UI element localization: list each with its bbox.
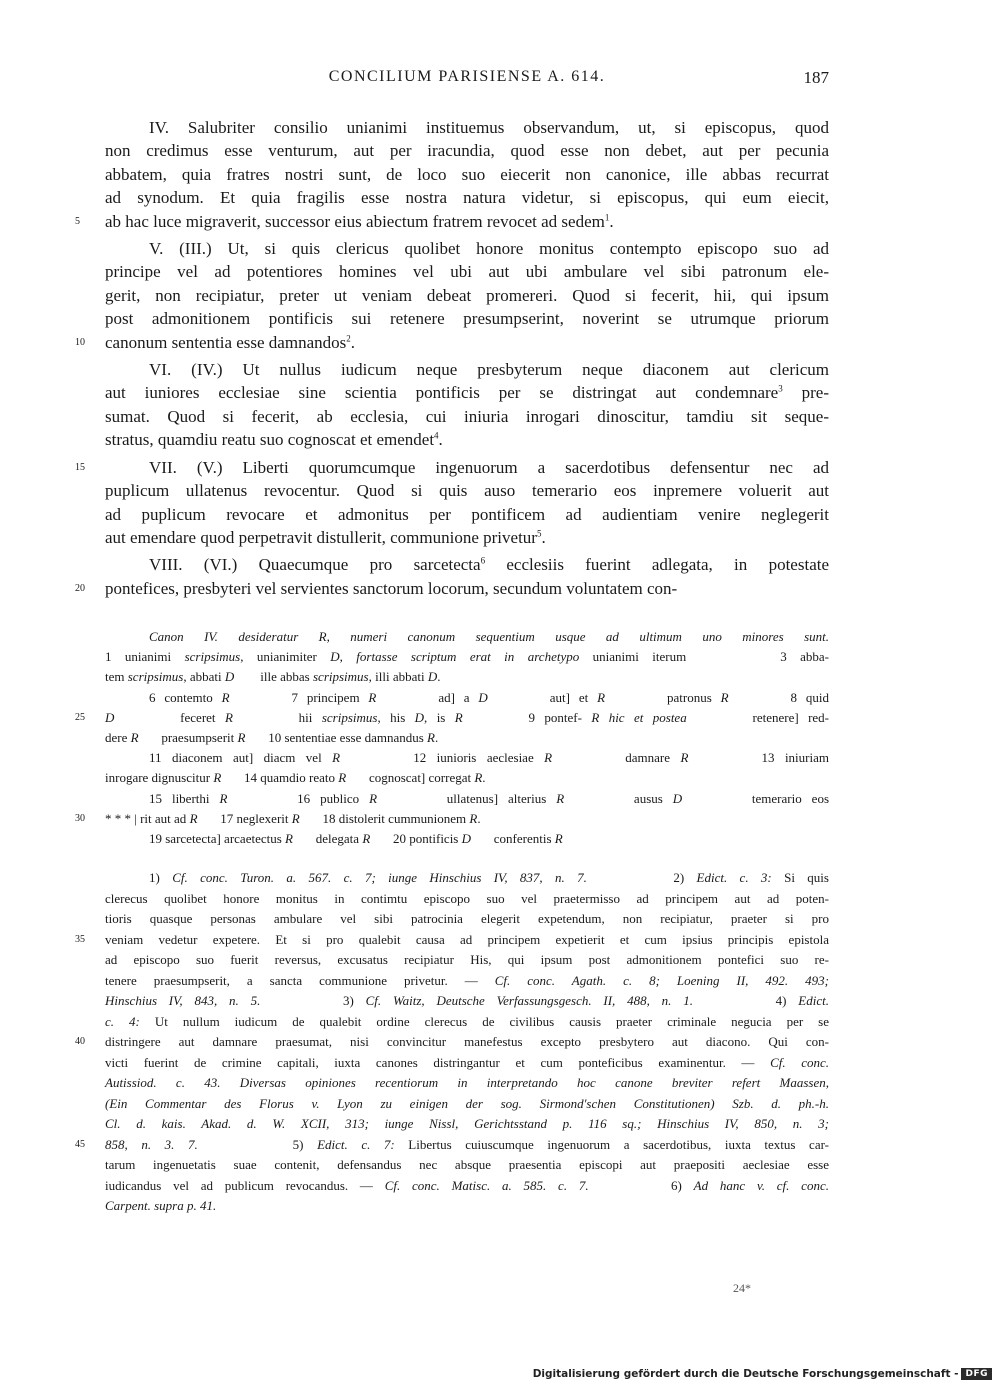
paragraph (75, 237, 829, 354)
text-line: puplicum ullatenus revocentur. Quod si quis auso temerario eos inpremere voluerit aut (105, 481, 829, 501)
footnote-line: ad episcopo suo fuerit reversus, excusatus recipiatur His, qui ipsum post admonitionem pontefici suo re- (105, 952, 829, 967)
footnote-line: iudicandus vel ad publicum revocandus. — Cf. conc. Matisc. a. 585. c. 7. 6) Ad hanc v. cf. conc. (105, 1177, 829, 1193)
text-line: principe vel ad potentiores homines vel ubi aut ubi ambulare vel sibi patronum ele- (105, 262, 829, 282)
text-line: 10 canonum sententia esse damnandos$^2$. (105, 331, 829, 354)
footnote-line: tarum ingenuetatis suae contenit, defensandus nec absque praesentia episcopi aut praepositi aeclesiae esse (105, 1157, 829, 1172)
text-line: stratus, quamdiu reatu suo cognoscat et emendet$^4$. (105, 430, 443, 450)
line-number: 30 (75, 812, 85, 824)
footnote-line: victi fuerint de crimine capitali, iuxta canones distringantur et cum ponteficibus examinentur. — Cf. conc. (105, 1054, 829, 1070)
credit-text: Digitalisierung gefördert durch die Deutsche Forschungsgemeinschaft - (532, 1368, 959, 1380)
text-line: gerit, non recipiatur, preter ut veniam debeat promereri. Quod si fecerit, hii, qui ipsum (105, 285, 829, 305)
apparatus-line: 15 liberthi R 16 publico R ullatenus] alterius R ausus D temerario eos (149, 790, 830, 806)
text-line: VI. (IV.) Ut nullus iudicum neque presbyterum neque diaconem aut clericum (149, 360, 829, 380)
line-number: 25 (75, 711, 85, 723)
footnote-line: Cl. d. kais. Akad. d. W. XCII, 313; iunge Nissl, Gerichtsstand p. 116 sq.; Hinschius IV, 850, n. 3; (105, 1116, 829, 1131)
text-line: aut emendare quod perpetravit distullerit, communione privetur$^5$. (105, 527, 546, 547)
paragraph (75, 116, 829, 233)
footnote-line: Hinschius IV, 843, n. 5. 3) Cf. Waitz, Deutsche Verfassungsgesch. II, 488, n. 1. 4) Edict. (105, 993, 829, 1008)
apparatus-line: Canon IV. desideratur R, numeri canonum sequentium usque ad ultimum uno minores sunt. (149, 629, 829, 644)
line-number: 10 (75, 336, 85, 348)
page-number: 187 (803, 68, 829, 87)
footnote-line: (Ein Commentar des Florus v. Lyon zu einigen der sog. Sirmond'schen Constitutionen) Szb. d. ph.-h. (105, 1095, 829, 1111)
apparatus-line: 25 D feceret R hii scripsimus, his D, is R 9 pontef- R hic et postea retenere] red- (105, 708, 829, 728)
footnotes (75, 868, 830, 1217)
running-title: CONCILIUM PARISIENSE A. 614. (328, 68, 606, 85)
footnote-line: 40 distringere aut damnare praesumat, nisi convincitur manefestus excepto presbytero aut diacono. Qui con- (105, 1032, 829, 1053)
footnote-line: clerecus quolibet honore monitus in contimtu episcopo suo vel praetermisso ad principem aut ad poten- (105, 890, 829, 906)
apparatus-line: dere R praesumpserit R 10 sententiae esse damnandus R. (105, 730, 439, 746)
footnote-line: tioris quasque personas ambulare vel sibi patrocinia elegerit expetendum, non recipiatur, praeter si pro (105, 911, 829, 926)
footnote-line: 45 858, n. 3. 7. 5) Edict. c. 7: Libertus cuiuscumque ingenuorum a sacerdotibus, iuxta textus car- (105, 1135, 829, 1156)
text-line: ad synodum. Et quia fragilis esse nostra natura videtur, si episcopus, qui eum eiecit, (105, 188, 829, 208)
text-line: 15 VII. (V.) Liberti quorumcumque ingenuorum a sacerdotibus defensentur nec ad (105, 456, 829, 479)
paragraph (75, 553, 830, 600)
footnote-line: 1) Cf. conc. Turon. a. 567. c. 7; iunge Hinschius IV, 837, n. 7. 2) Edict. c. 3: Si quis (149, 870, 829, 885)
apparatus-line: 19 sarcetecta] arcaetectus R delegata R 20 pontificis D conferentis R (149, 831, 563, 847)
main-text (75, 116, 830, 604)
apparatus-line: 1 unianimi scripsimus, unianimiter D, fortasse scriptum erat in archetypo unianimi iterum 3 abba- (105, 649, 829, 665)
line-number: 45 (75, 1138, 85, 1150)
text-line: sumat. Quod si fecerit, ab ecclesia, cui iniuria inrogari dinoscitur, tamdiu sit seque- (105, 406, 829, 426)
text-line: V. (III.) Ut, si quis clericus quolibet honore monitus contempto episcopo suo ad (149, 239, 829, 259)
text-line: post admonitionem pontificis sui retenere presumpserint, noverint se utrumque priorum (105, 309, 829, 329)
text-line: non credimus esse venturum, aut per iracundia, quod esse non debet, aut per pecunia (105, 141, 829, 161)
signature-mark: 24* (733, 1281, 751, 1295)
footnote-line: tenere praesumpserit, a sancta communione privetur. — Cf. conc. Agath. c. 8; Loening II, 492. 493; (105, 972, 830, 988)
dfg-logo: DFG (961, 1368, 992, 1380)
footnote-line: 35 veniam vedetur expetere. Et si pro qualebit causa ad principem expetierit et cum ipsius principis epistola (105, 930, 829, 951)
line-number: 5 (75, 215, 80, 227)
text-line: VIII. (VI.) Quaecumque pro sarcetecta$^6$ ecclesiis fuerint adlegata, in potestate (149, 555, 830, 575)
footnote-line: Autissiod. c. 43. Diversas opiniones recentiorum in interpretando hoc canone breviter refert Maassen, (105, 1075, 829, 1090)
apparatus-line: inrogare dignuscitur R 14 quamdio reato R cognoscat] corregat R. (105, 770, 486, 786)
digitization-credit (533, 1368, 992, 1380)
footnote-line: Carpent. supra p. 41. (105, 1198, 217, 1213)
text-line: 20 pontefices, presbyteri vel servientes sanctorum locorum, secundum voluntatem con- (105, 577, 829, 600)
paragraph (75, 456, 829, 550)
critical-apparatus (75, 627, 830, 849)
text-line: aut iuniores ecclesiae sine scientia pontificis per se distringat aut condemnare$^3$ pre- (105, 383, 829, 403)
apparatus-line: 30 * * * | rit aut ad R 17 neglexerit R 18 distolerit cummunionem R. (105, 809, 829, 829)
paragraph (105, 358, 829, 452)
apparatus-line: tem scripsimus, abbati D ille abbas scripsimus, illi abbati D. (105, 669, 441, 685)
page-header (105, 68, 829, 94)
apparatus-line: 6 contemto R 7 principem R ad] a D aut] et R patronus R 8 quid (149, 689, 830, 705)
line-number: 40 (75, 1036, 85, 1047)
text-line: ad puplicum revocare et admonitus per pontificem ad audientiam venire neglegerit (105, 504, 829, 524)
apparatus-line: 11 diaconem aut] diacm vel R 12 iunioris aeclesiae R damnare R 13 iniuriam (149, 750, 829, 766)
line-number: 35 (75, 933, 85, 945)
text-line: abbatem, quia fratres nostri sunt, de loco suo eiecerit non canonice, ille abbas recurrat (105, 164, 829, 184)
line-number: 15 (75, 461, 85, 473)
text-line: IV. Salubriter consilio unianimi instituemus observandum, ut, si episcopus, quod (149, 118, 829, 137)
footnote-line: c. 4: Ut nullum iudicum de qualebit ordine clerecus de civilibus causis praeter criminale negucia per se (105, 1013, 829, 1029)
line-number: 20 (75, 582, 85, 594)
text-line: 5 ab hac luce migraverit, successor eius abiectum fratrem revocet ad sedem$^1$. (105, 210, 829, 233)
